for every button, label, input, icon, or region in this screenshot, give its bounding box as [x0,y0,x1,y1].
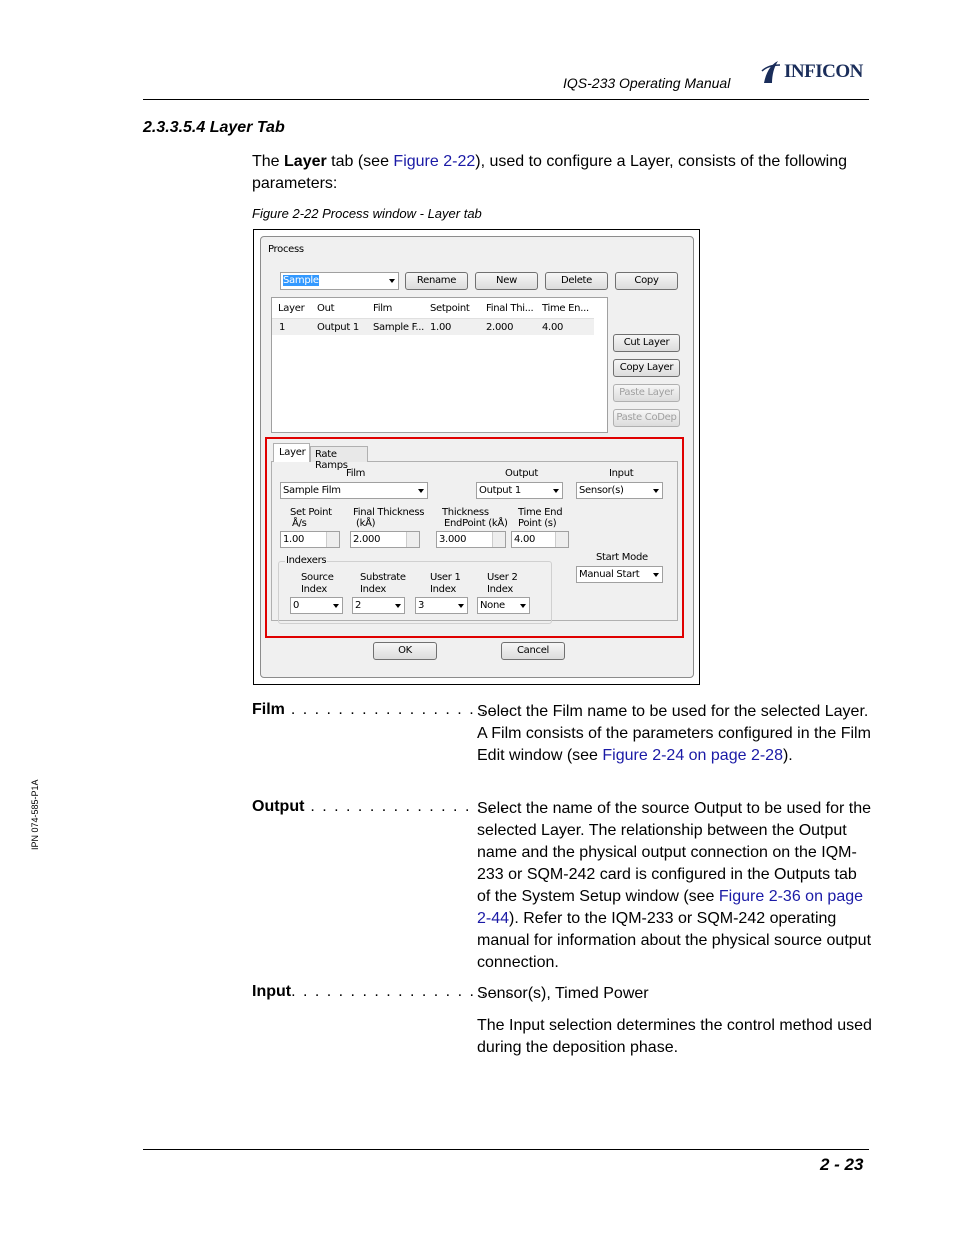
def-text: Select the name of the source Output to be used for the selected Layer. The relationship between the Output name and the physical output connection on the IQM-233 or SQM-242 card is configured in the Outputs tab of the System Setup window (see [477,800,872,905]
thickness-endpoint-value: 3.000 [439,534,467,545]
time-end-value: 4.00 [514,534,536,545]
copy-layer-button[interactable]: Copy Layer [613,359,680,377]
cell: 1.00 [430,322,452,333]
intro-text-3: ), used to configure a Layer, consists of the following parameters: [252,153,848,192]
def-output [477,798,872,974]
def-text: ). [782,747,793,764]
final-thickness-unit-label: (kÅ) [356,518,376,529]
term-output [252,798,507,816]
page-number: 2 - 23 [820,1155,864,1174]
inficon-swoosh-icon [760,59,782,85]
footer-rule [143,1149,869,1150]
source-index-label: Source [301,572,334,583]
term-input [252,983,512,1001]
cell: Sample F... [373,322,425,333]
final-thickness-label: Final Thickness [353,507,425,518]
term-film [252,701,511,719]
rename-button[interactable]: Rename [405,272,468,290]
intro-paragraph [252,151,852,195]
final-thickness-value: 2.000 [353,534,381,545]
delete-button[interactable]: Delete [545,272,608,290]
def-link[interactable]: Figure 2-36 on page 2-44 [477,888,864,927]
substrate-index-label: Substrate [360,572,406,583]
source-index-value: 0 [293,600,300,611]
indexers-label: Indexers [286,555,327,566]
time-end-label: Time End [518,507,563,518]
process-select-value: Sample [283,275,319,286]
leader-dots: . . . . . . . . . . . . . . . . . . . [284,701,511,718]
term-label: Output [252,798,305,815]
cell: 2.000 [486,322,514,333]
input-note: The Input selection determines the control method used during the deposition phase. [477,1017,872,1056]
substrate-index-value: 2 [355,600,362,611]
side-ipn-text: IPN 074-585-P1A [30,779,40,850]
col-header[interactable]: Setpoint [430,303,470,314]
inficon-logo [760,59,875,85]
film-value: Sample Film [283,485,341,496]
input-value: Sensor(s) [579,485,624,496]
layer-list[interactable] [271,297,608,433]
leader-dots: . . . . . . . . . . . . . . . . . . . [291,983,512,1000]
cut-layer-button[interactable]: Cut Layer [613,334,680,352]
user1-index-label-2: Index [430,584,457,595]
set-point-unit-label: Å/s [292,518,307,529]
user2-index-label-2: Index [487,584,514,595]
film-label: Film [346,468,366,479]
set-point-label: Set Point [290,507,332,518]
figure-link[interactable]: Figure 2-22 [393,153,476,170]
source-index-label-2: Index [301,584,328,595]
col-header[interactable]: Out [317,303,335,314]
user1-index-label: User 1 [430,572,461,583]
leader-dots: . . . . . . . . . . . . . . . . . [304,798,507,815]
start-mode-value: Manual Start [579,569,640,580]
user2-index-label: User 2 [487,572,518,583]
highlight-box [265,437,684,638]
time-end-label-2: Point (s) [518,518,557,529]
def-film [477,701,872,767]
figure-caption: Figure 2-22 Process window - Layer tab [252,206,482,221]
window-title: Process [268,244,304,255]
col-header[interactable]: Layer [278,303,305,314]
term-label: Input [252,983,292,1000]
cancel-button[interactable]: Cancel [501,642,565,660]
table-row[interactable] [272,319,594,335]
output-label: Output [505,468,538,479]
user2-index-value: None [480,600,505,611]
thickness-endpoint-label: Thickness [442,507,489,518]
header-rule [143,99,869,100]
cell: 4.00 [542,322,564,333]
copy-button[interactable]: Copy [615,272,678,290]
def-text: Sensor(s), Timed Power [477,985,649,1002]
ok-button[interactable]: OK [373,642,437,660]
def-input [477,983,872,1005]
cell: 1 [279,322,286,333]
new-button[interactable]: New [475,272,538,290]
term-label: Film [252,701,285,718]
list-header [272,298,594,319]
tab-layer-label: Layer [279,447,306,458]
chevron-down-icon [389,279,395,283]
intro-text-2: tab (see [326,153,394,170]
section-title: 2.3.3.5.4 Layer Tab [143,119,285,136]
thickness-endpoint-label-2: EndPoint (kÅ) [444,518,508,529]
def-text: Select the Film name to be used for the selected Layer. A Film consists of the parameters configured in the Film Edit window (see [477,703,871,764]
set-point-value: 1.00 [283,534,305,545]
col-header[interactable]: Film [373,303,393,314]
output-value: Output 1 [479,485,521,496]
logo-wordmark: INFICON [784,61,863,82]
start-mode-label: Start Mode [596,552,648,563]
user1-index-value: 3 [418,600,425,611]
tab-rate-ramps-label: Rate Ramps [315,449,348,471]
running-header-title: IQS-233 Operating Manual [563,75,731,91]
col-header[interactable]: Time En... [542,303,589,314]
def-text: ). Refer to the IQM-233 or SQM-242 operating manual for information about the physical source output connection. [477,910,872,971]
intro-text-1: The [252,153,285,170]
substrate-index-label-2: Index [360,584,387,595]
process-select[interactable] [280,272,399,290]
col-header[interactable]: Final Thi... [486,303,534,314]
intro-bold: Layer [284,153,327,170]
paste-layer-button[interactable]: Paste Layer [613,384,680,402]
input-label: Input [609,468,634,479]
paste-codep-button[interactable]: Paste CoDep [613,409,680,427]
cell: Output 1 [317,322,359,333]
def-link[interactable]: Figure 2-24 on page 2-28 [602,747,783,764]
process-window [260,236,694,678]
